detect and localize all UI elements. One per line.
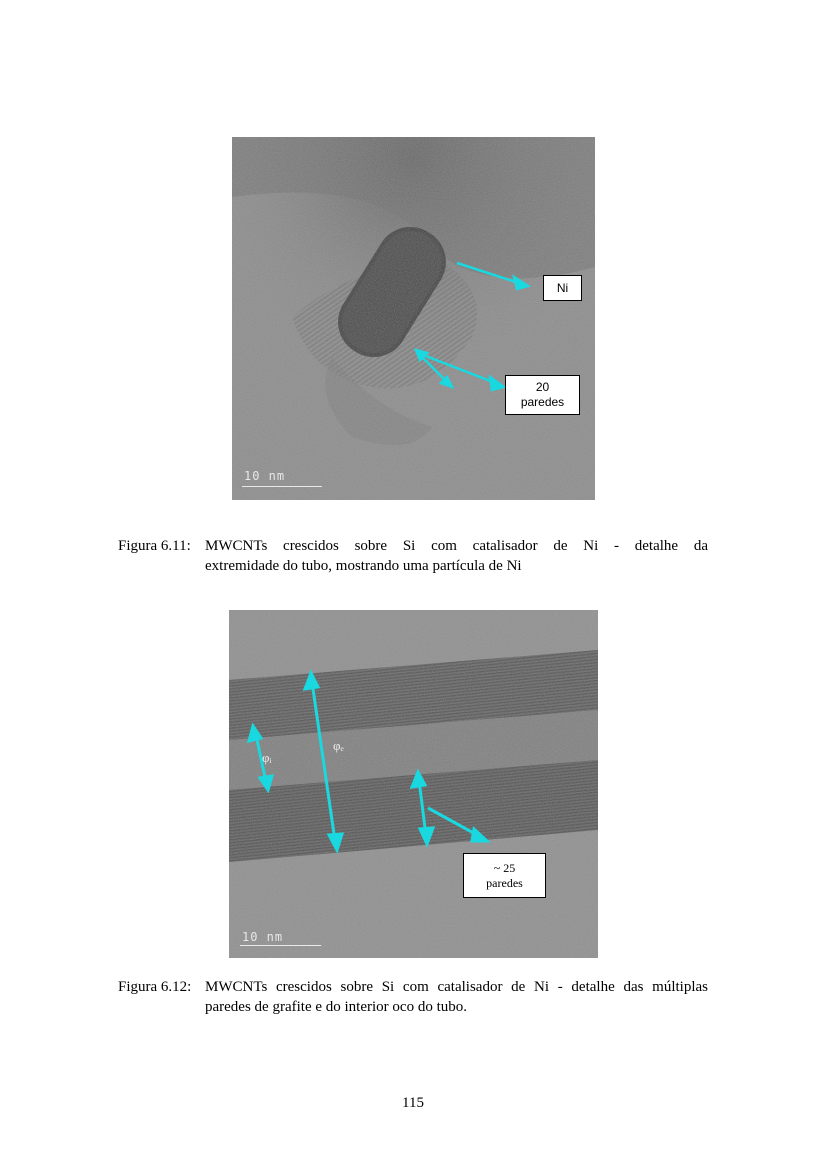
tem-micrograph-walls — [229, 610, 598, 958]
walls-label-25 — [463, 853, 546, 898]
walls-count: 20 — [535, 380, 550, 394]
scale-bar — [242, 486, 322, 487]
caption-line-1: MWCNTs crescidos sobre Si com catalisador de Ni - detalhe da — [205, 538, 708, 554]
page-number: 115 — [402, 1095, 424, 1111]
scale-bar-label: 10 nm — [242, 930, 284, 944]
caption-line-2: paredes de grafite e do interior oco do tubo. — [205, 999, 467, 1015]
walls-word: paredes — [486, 876, 523, 890]
tem-image-figure-6-11 — [232, 137, 595, 500]
scale-bar — [240, 945, 321, 946]
caption-number: Figura 6.12: — [118, 979, 192, 995]
tem-image-figure-6-12 — [229, 610, 598, 958]
caption-line-2: extremidade do tubo, mostrando uma partícula de Ni — [205, 558, 522, 574]
phi-outer-label: φₑ — [333, 738, 344, 753]
caption-line-1: MWCNTs crescidos sobre Si com catalisador de Ni - detalhe das múltiplas — [205, 979, 708, 995]
phi-inner-label: φᵢ — [262, 750, 272, 765]
walls-word: paredes — [520, 395, 565, 409]
scale-bar-label: 10 nm — [244, 469, 286, 483]
tem-micrograph-ni-tip — [232, 137, 595, 500]
caption-number: Figura 6.11: — [118, 538, 191, 554]
walls-label-20 — [505, 375, 580, 415]
ni-label: Ni — [543, 275, 582, 301]
caption-figure-6-11 — [118, 536, 708, 576]
walls-count: ~ 25 — [493, 861, 516, 875]
caption-figure-6-12 — [118, 977, 708, 1017]
